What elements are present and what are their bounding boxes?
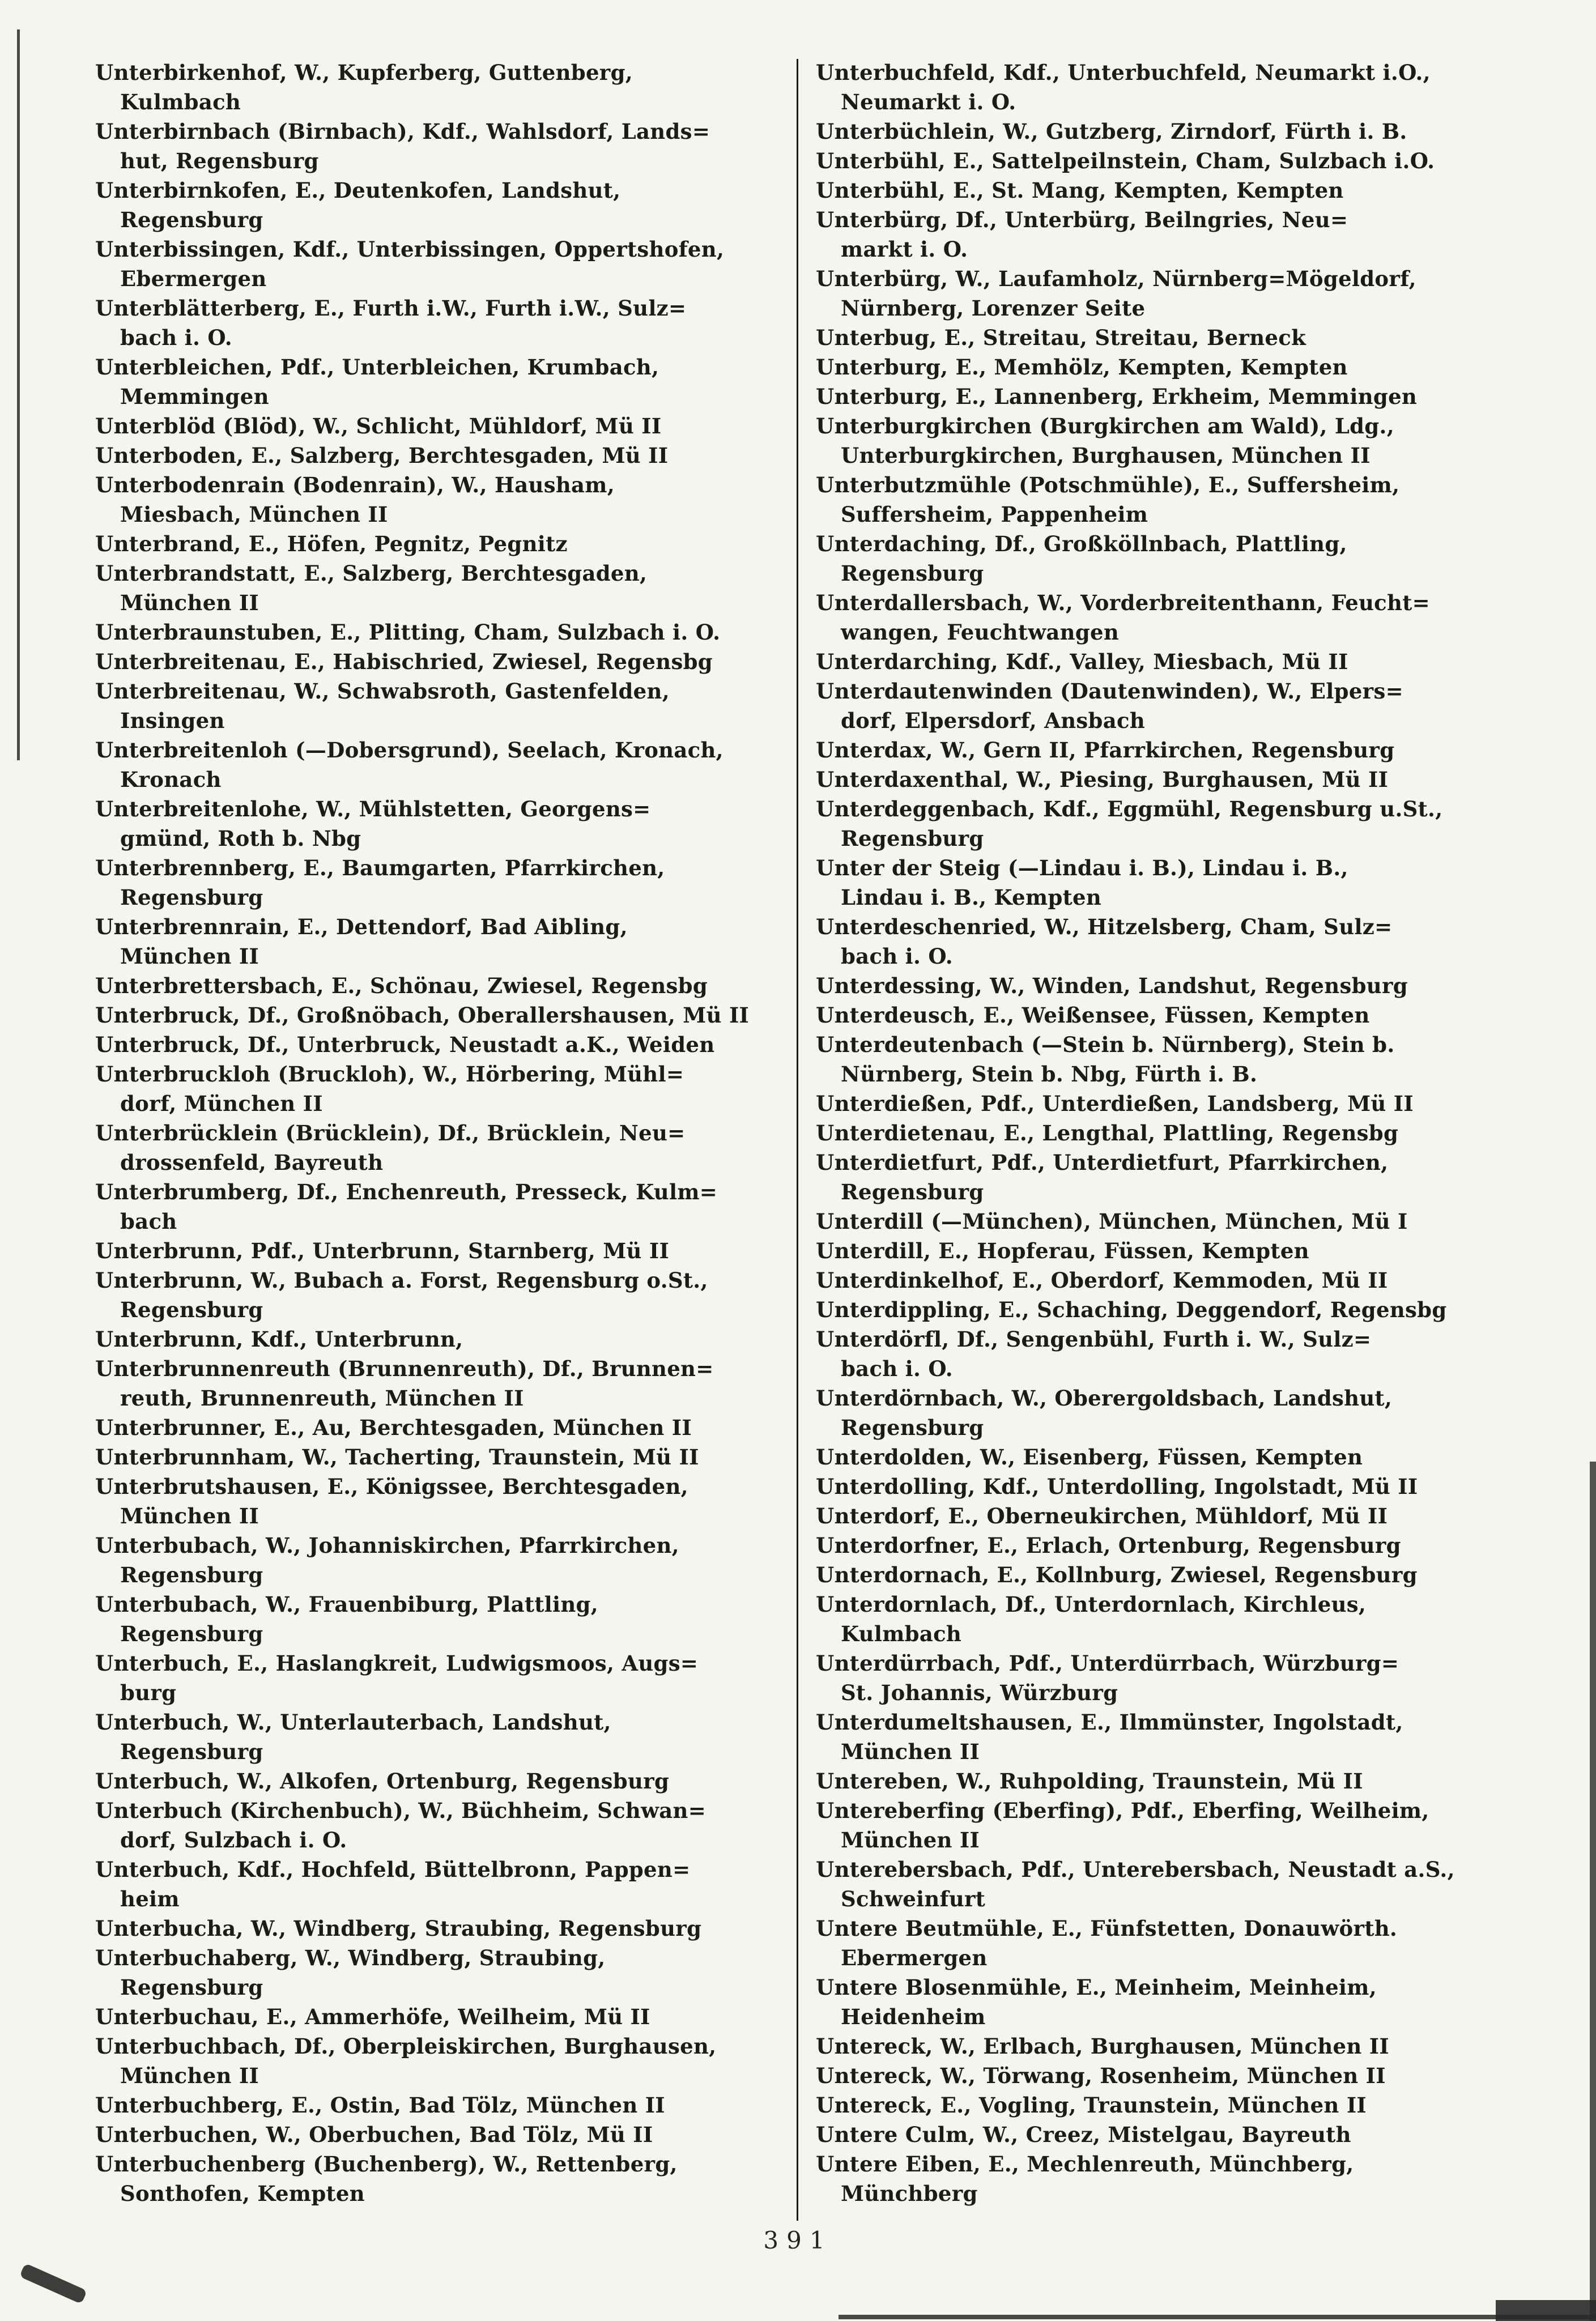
directory-entry: Unterbüchlein, W., Gutzberg, Zirndorf, Fürth i. B. [816, 119, 1407, 144]
directory-column-right [816, 58, 1507, 2208]
directory-entry: Untereben, W., Ruhpolding, Traunstein, Mü II [816, 1769, 1363, 1794]
directory-entry: Unterbreitenau, W., Schwabsroth, Gastenfelden, Insingen [95, 679, 670, 733]
directory-entry: Unterbuch, W., Unterlauterbach, Landshut, Regensburg [95, 1710, 611, 1764]
page-number: 391 [763, 2226, 833, 2254]
directory-entry: Unterdeggenbach, Kdf., Eggmühl, Regensburg u.St., Regensburg [816, 797, 1443, 851]
column-divider-rule [797, 59, 798, 2221]
directory-entry: Unterbrunnham, W., Tacherting, Traunstein, Mü II [95, 1445, 699, 1470]
directory-entry: Unterburgkirchen (Burgkirchen am Wald), Ldg., Unterburgkirchen, Burghausen, München II [816, 414, 1394, 468]
directory-entry: Unterbruck, Df., Großnöbach, Oberallershausen, Mü II [95, 1003, 750, 1028]
directory-entry: Untereck, W., Törwang, Rosenheim, München II [816, 2063, 1386, 2088]
directory-entry: Unterbrunn, W., Bubach a. Forst, Regensburg o.St., Regensburg [95, 1268, 708, 1322]
directory-entry: Unterdietfurt, Pdf., Unterdietfurt, Pfarrkirchen, Regensburg [816, 1150, 1389, 1204]
directory-entry: Unterbuch (Kirchenbuch), W., Büchheim, Schwan= dorf, Sulzbach i. O. [95, 1798, 707, 1852]
directory-entry: Unterbirkenhof, W., Kupferberg, Guttenberg, Kulmbach [95, 60, 633, 114]
directory-entry: Unterbuchbach, Df., Oberpleiskirchen, Burghausen, München II [95, 2034, 717, 2088]
directory-entry: Unterdax, W., Gern II, Pfarrkirchen, Regensburg [816, 738, 1395, 763]
directory-entry: Unterburg, E., Memhölz, Kempten, Kempten [816, 355, 1348, 380]
directory-entry: Untereberfing (Eberfing), Pdf., Eberfing, Weilheim, München II [816, 1798, 1429, 1852]
directory-entry: Unterbubach, W., Johanniskirchen, Pfarrkirchen, Regensburg [95, 1533, 679, 1587]
directory-entry: Unterdorf, E., Oberneukirchen, Mühldorf, Mü II [816, 1504, 1388, 1528]
directory-entry: Unterboden, E., Salzberg, Berchtesgaden, Mü II [95, 443, 669, 468]
directory-entry: Unterbirnkofen, E., Deutenkofen, Landshut, Regensburg [95, 178, 621, 232]
directory-entry: Unterbissingen, Kdf., Unterbissingen, Oppertshofen, Ebermergen [95, 237, 725, 291]
directory-entry: Untereck, E., Vogling, Traunstein, München II [816, 2093, 1367, 2118]
directory-entry: Unterbuchen, W., Oberbuchen, Bad Tölz, Mü II [95, 2122, 653, 2147]
directory-entry: Unterdill (—München), München, München, Mü I [816, 1209, 1408, 1234]
directory-entry: Unterdessing, W., Winden, Landshut, Regensburg [816, 973, 1408, 998]
directory-entry: Unterbirnbach (Birnbach), Kdf., Wahlsdorf, Lands= hut, Regensburg [95, 119, 710, 173]
directory-entry: Unterbrutshausen, E., Königssee, Berchtesgaden, München II [95, 1474, 688, 1528]
directory-entry: Unterdeusch, E., Weißensee, Füssen, Kempten [816, 1003, 1370, 1028]
directory-entry: Unterbuchaberg, W., Windberg, Straubing, Regensburg [95, 1945, 606, 2000]
directory-entry: Unterbrunnenreuth (Brunnenreuth), Df., Brunnen= reuth, Brunnenreuth, München II [95, 1356, 714, 1411]
directory-entry: Unterbühl, E., Sattelpeilnstein, Cham, Sulzbach i.O. [816, 148, 1435, 173]
directory-entry: Unterdornlach, Df., Unterdornlach, Kirchleus, Kulmbach [816, 1592, 1367, 1646]
directory-entry: Unterbrunn, Kdf., Unterbrunn, [95, 1327, 463, 1352]
directory-entry: Unterbürg, W., Laufamholz, Nürnberg=Mögeldorf, Nürnberg, Lorenzer Seite [816, 266, 1416, 321]
directory-entry: Untere Culm, W., Creez, Mistelgau, Bayreuth [816, 2122, 1351, 2147]
directory-entry: Unterbrunn, Pdf., Unterbrunn, Starnberg, Mü II [95, 1238, 670, 1263]
directory-entry: Unterdolling, Kdf., Unterdolling, Ingolstadt, Mü II [816, 1474, 1418, 1499]
scan-artifact-bottom-left [19, 2263, 87, 2305]
directory-entry: Unterbrumberg, Df., Enchenreuth, Presseck, Kulm= bach [95, 1179, 718, 1234]
directory-entry: Unterbrennrain, E., Dettendorf, Bad Aibling, München II [95, 914, 628, 969]
directory-entry: Unterdietenau, E., Lengthal, Plattling, Regensbg [816, 1121, 1399, 1145]
directory-entry: Unterdumeltshausen, E., Ilmmünster, Ingolstadt, München II [816, 1710, 1403, 1764]
directory-entry: Unterbuchberg, E., Ostin, Bad Tölz, München II [95, 2093, 665, 2118]
directory-entry: Unterdörnbach, W., Oberergoldsbach, Landshut, Regensburg [816, 1386, 1393, 1440]
scan-artifact-right-edge [1590, 1462, 1596, 2321]
directory-entry: Unterdaching, Df., Großköllnbach, Plattling, Regensburg [816, 531, 1347, 586]
directory-entry: Unterdill, E., Hopferau, Füssen, Kempten [816, 1238, 1309, 1263]
directory-entry: Unterbürg, Df., Unterbürg, Beilngries, Neu= markt i. O. [816, 207, 1348, 262]
directory-entry: Untere Beutmühle, E., Fünfstetten, Donauwörth. Ebermergen [816, 1916, 1398, 1970]
directory-entry: Unterbuchau, E., Ammerhöfe, Weilheim, Mü II [95, 2004, 650, 2029]
directory-entry: Unterebersbach, Pdf., Unterebersbach, Neustadt a.S., Schweinfurt [816, 1857, 1455, 1911]
directory-entry: Unterbuch, E., Haslangkreit, Ludwigsmoos, Augs= burg [95, 1651, 699, 1705]
directory-entry: Unterdallersbach, W., Vorderbreitenthann, Feucht= wangen, Feuchtwangen [816, 590, 1430, 645]
directory-entry: Unterbrunner, E., Au, Berchtesgaden, München II [95, 1415, 692, 1440]
directory-entry: Unterdarching, Kdf., Valley, Miesbach, Mü II [816, 649, 1348, 674]
directory-entry: Unterburg, E., Lannenberg, Erkheim, Memmingen [816, 384, 1418, 409]
directory-entry: Unterbodenrain (Bodenrain), W., Hausham, Miesbach, München II [95, 472, 615, 527]
directory-entry: Unterbreitenloh (—Dobersgrund), Seelach, Kronach, Kronach [95, 738, 723, 792]
directory-entry: Unterdinkelhof, E., Oberdorf, Kemmoden, Mü II [816, 1268, 1388, 1293]
directory-entry: Unterbucha, W., Windberg, Straubing, Regensburg [95, 1916, 702, 1941]
directory-entry: Unterbuch, W., Alkofen, Ortenburg, Regensburg [95, 1769, 670, 1794]
directory-entry: Unterbraunstuben, E., Plitting, Cham, Sulzbach i. O. [95, 620, 721, 645]
directory-entry: Unter der Steig (—Lindau i. B.), Lindau i. B., Lindau i. B., Kempten [816, 855, 1348, 910]
directory-entry: Unterbleichen, Pdf., Unterbleichen, Krumbach, Memmingen [95, 355, 659, 409]
directory-entry: Unterbühl, E., St. Mang, Kempten, Kempten [816, 178, 1344, 203]
directory-entry: Untere Eiben, E., Mechlenreuth, Münchberg, Münchberg [816, 2152, 1354, 2206]
directory-column-left [95, 58, 782, 2208]
directory-entry: Untereck, W., Erlbach, Burghausen, München II [816, 2034, 1389, 2059]
directory-entry: Unterbreitenlohe, W., Mühlstetten, Georgens= gmünd, Roth b. Nbg [95, 797, 651, 851]
directory-entry: Unterdautenwinden (Dautenwinden), W., Elpers= dorf, Elpersdorf, Ansbach [816, 679, 1403, 733]
scan-artifact-bottom-edge [839, 2315, 1596, 2319]
directory-entry: Unterbrettersbach, E., Schönau, Zwiesel, Regensbg [95, 973, 708, 998]
directory-entry: Unterbruckloh (Bruckloh), W., Hörbering, Mühl= dorf, München II [95, 1062, 684, 1116]
directory-entry: Unterbruck, Df., Unterbruck, Neustadt a.K., Weiden [95, 1032, 715, 1057]
directory-entry: Unterdürrbach, Pdf., Unterdürrbach, Würzburg= St. Johannis, Würzburg [816, 1651, 1399, 1705]
directory-entry: Unterbrandstatt, E., Salzberg, Berchtesgaden, München II [95, 561, 648, 615]
directory-entry: Unterbutzmühle (Potschmühle), E., Suffersheim, Suffersheim, Pappenheim [816, 472, 1400, 527]
directory-entry: Unterdießen, Pdf., Unterdießen, Landsberg, Mü II [816, 1091, 1414, 1116]
directory-entry: Unterbuchenberg (Buchenberg), W., Rettenberg, Sonthofen, Kempten [95, 2152, 678, 2206]
directory-entry: Unterbrand, E., Höfen, Pegnitz, Pegnitz [95, 531, 568, 556]
directory-entry: Unterdörfl, Df., Sengenbühl, Furth i. W., Sulz= bach i. O. [816, 1327, 1372, 1381]
directory-entry: Unterblätterberg, E., Furth i.W., Furth i.W., Sulz= bach i. O. [95, 296, 687, 350]
directory-entry: Unterbrücklein (Brücklein), Df., Brücklein, Neu= drossenfeld, Bayreuth [95, 1121, 686, 1175]
directory-entry: Unterdippling, E., Schaching, Deggendorf, Regensbg [816, 1297, 1447, 1322]
directory-entry: Unterbuch, Kdf., Hochfeld, Büttelbronn, Pappen= heim [95, 1857, 691, 1911]
directory-entry: Unterbrennberg, E., Baumgarten, Pfarrkirchen, Regensburg [95, 855, 665, 910]
directory-entry: Unterdeschenried, W., Hitzelsberg, Cham, Sulz= bach i. O. [816, 914, 1393, 969]
directory-entry: Unterbubach, W., Frauenbiburg, Plattling, Regensburg [95, 1592, 598, 1646]
directory-entry: Unterbug, E., Streitau, Streitau, Berneck [816, 325, 1306, 350]
directory-entry: Unterdornach, E., Kollnburg, Zwiesel, Regensburg [816, 1562, 1418, 1587]
directory-entry: Unterbuchfeld, Kdf., Unterbuchfeld, Neumarkt i.O., Neumarkt i. O. [816, 60, 1431, 114]
directory-entry: Unterdorfner, E., Erlach, Ortenburg, Regensburg [816, 1533, 1401, 1558]
scan-artifact-bottom-right [1496, 2300, 1596, 2321]
directory-entry: Unterbreitenau, E., Habischried, Zwiesel, Regensbg [95, 649, 713, 674]
directory-entry: Unterdaxenthal, W., Piesing, Burghausen, Mü II [816, 767, 1389, 792]
scan-artifact-left-edge [17, 29, 20, 760]
directory-entry: Unterblöd (Blöd), W., Schlicht, Mühldorf, Mü II [95, 414, 662, 438]
directory-entry: Unterdeutenbach (—Stein b. Nürnberg), Stein b. Nürnberg, Stein b. Nbg, Fürth i. B. [816, 1032, 1395, 1087]
directory-entry: Unterdolden, W., Eisenberg, Füssen, Kempten [816, 1445, 1363, 1470]
directory-entry: Untere Blosenmühle, E., Meinheim, Meinheim, Heidenheim [816, 1975, 1377, 2029]
